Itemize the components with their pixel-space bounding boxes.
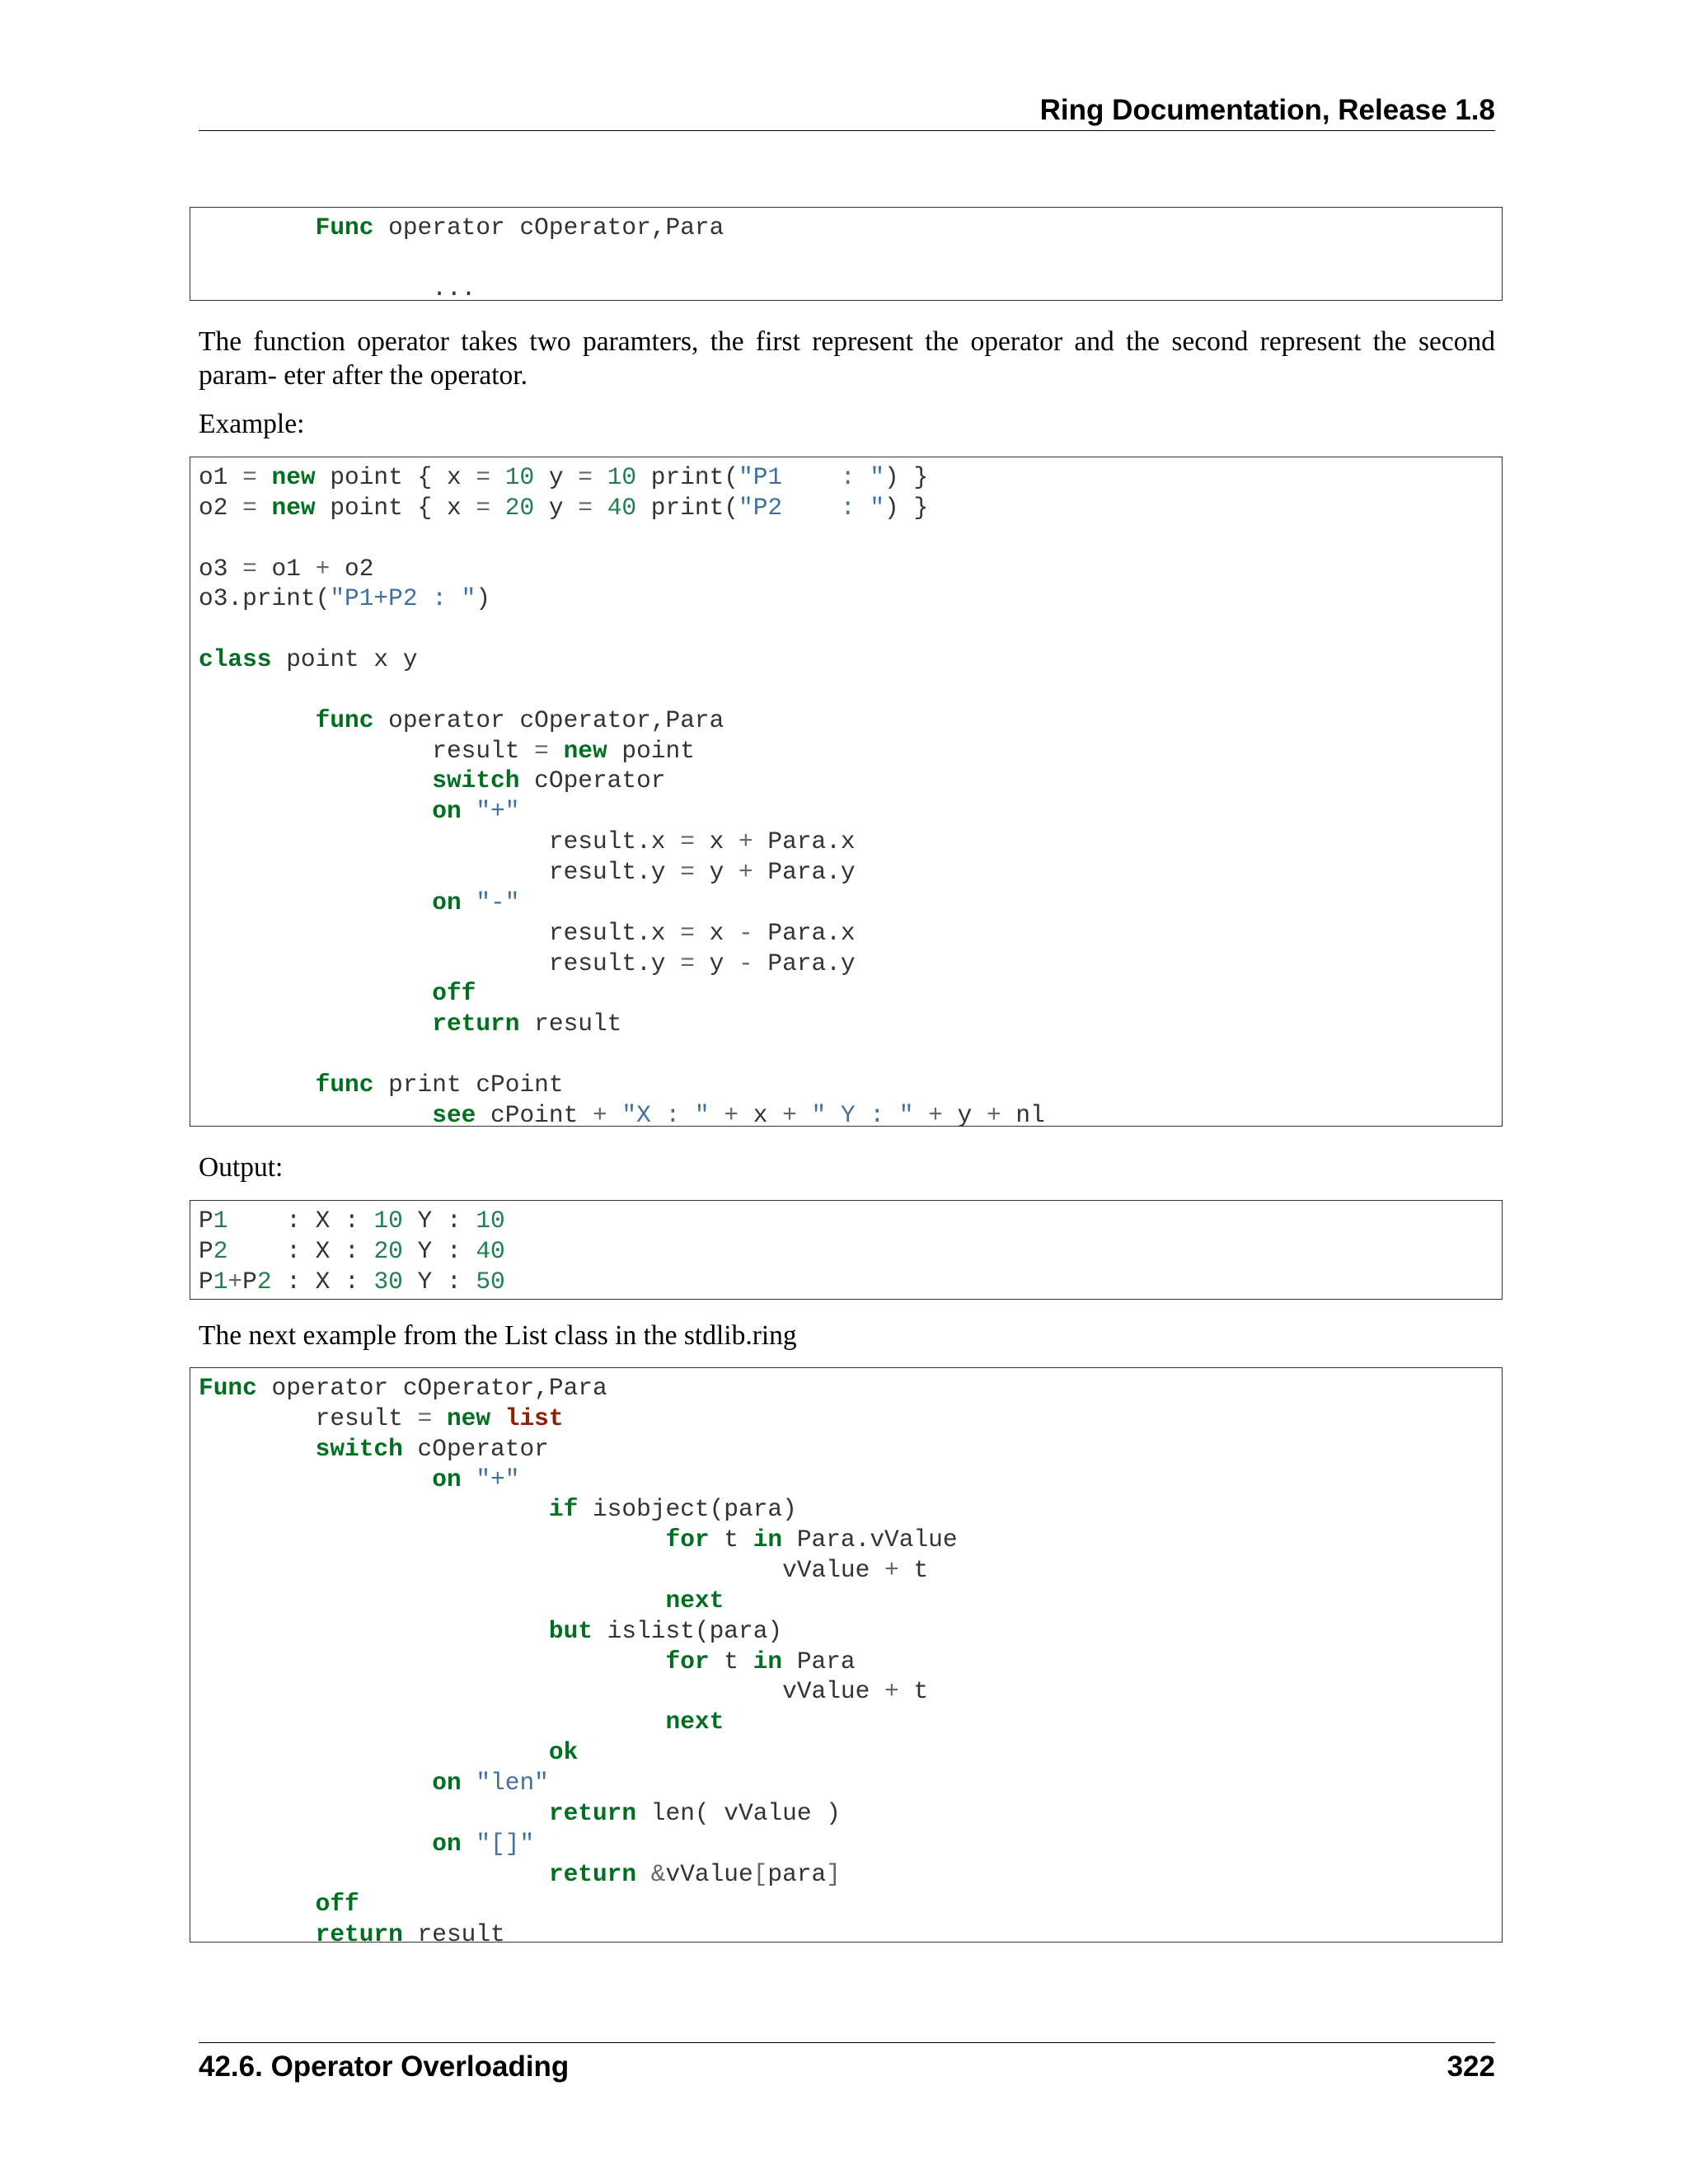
code-line: on "len" (432, 1768, 549, 1797)
code-line: next (665, 1586, 724, 1615)
code-line: on "-" (432, 888, 520, 916)
code-line: if isobject(para) (548, 1495, 797, 1524)
code-line: vValue + t (199, 1677, 929, 1706)
code-line: on "+" (432, 797, 520, 826)
code-line: o1 = new point { x = 10 y = 10 print("P1 : ") } (199, 463, 929, 491)
code-line: func operator cOperator,Para (315, 705, 724, 734)
code-line: result.x = x + Para.x (199, 827, 856, 856)
code-line: on "[]" (432, 1829, 535, 1858)
code-line: ok (548, 1738, 579, 1767)
code-line: P2 : X : 20 Y : 40 (199, 1236, 505, 1265)
footer-page-number: 322 (1447, 2050, 1495, 2083)
code-line: switch cOperator (315, 1434, 549, 1463)
paragraph-example-label: Example: (199, 409, 305, 439)
code-block-output (190, 1200, 1503, 1300)
code-line: vValue + t (199, 1556, 929, 1585)
header-rule (199, 130, 1495, 131)
code-block-snippet (190, 207, 1503, 301)
running-header: Ring Documentation, Release 1.8 (1039, 94, 1495, 126)
footer-section-title: 42.6. Operator Overloading (199, 2050, 570, 2083)
code-line: for t in Para.vValue (665, 1526, 958, 1554)
code-line: o3.print("P1+P2 : ") (199, 584, 491, 613)
code-line: for t in Para (665, 1647, 856, 1675)
code-line: result = new point (199, 736, 695, 765)
paragraph-list-example-intro: The next example from the List class in the stdlib.ring (199, 1320, 797, 1351)
code-line: func print cPoint (315, 1070, 564, 1099)
paragraph-operator-explanation: The function operator takes two paramters, the first represent the operator and the second represent the second param- eter after the operator. (199, 326, 1495, 391)
code-line: return &vValue[para] (548, 1859, 841, 1888)
code-line: ... (199, 274, 476, 301)
code-line: o3 = o1 + o2 (199, 554, 374, 583)
code-line: on "+" (432, 1465, 520, 1493)
code-line: result.x = x - Para.x (199, 918, 856, 947)
code-line: return result (432, 1010, 622, 1038)
code-line: P1 : X : 10 Y : 10 (199, 1207, 505, 1235)
code-line: return len( vValue ) (548, 1798, 841, 1827)
code-block-example (190, 457, 1503, 1127)
paragraph-output-label: Output: (199, 1152, 284, 1183)
code-line: result.y = y - Para.y (199, 949, 856, 977)
code-line: next (665, 1708, 724, 1736)
code-line: see cPoint + "X : " + x + " Y : " + y + nl (432, 1100, 1045, 1127)
code-line: o2 = new point { x = 20 y = 40 print("P2 : ") } (199, 493, 929, 522)
code-line: Func operator cOperator,Para (315, 213, 724, 241)
code-line: class point x y (199, 645, 418, 674)
code-line: result.y = y + Para.y (199, 857, 856, 886)
code-line: return result (315, 1920, 505, 1943)
code-line: off (315, 1890, 359, 1919)
code-line: switch cOperator (432, 766, 666, 795)
code-line: Func operator cOperator,Para (199, 1374, 607, 1402)
code-block-list-example (190, 1367, 1503, 1943)
code-line: off (432, 979, 476, 1008)
footer-rule (199, 2042, 1495, 2043)
code-line: but islist(para) (548, 1616, 783, 1645)
code-line: result = new list (199, 1404, 564, 1432)
code-line: P1+P2 : X : 30 Y : 50 (199, 1267, 505, 1296)
